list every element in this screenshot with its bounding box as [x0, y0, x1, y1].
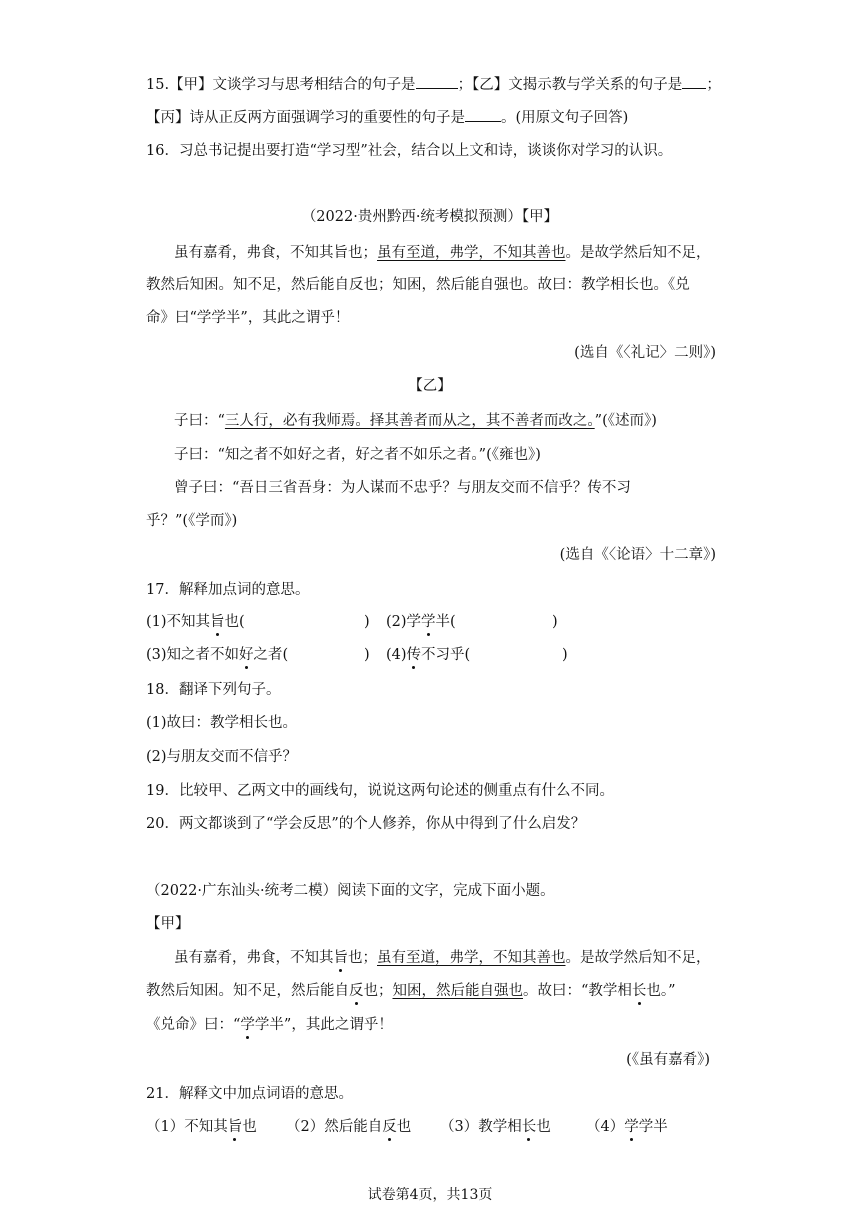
answer-blank[interactable] [465, 107, 501, 122]
dotted-word: 旨 [227, 1119, 243, 1135]
section-2-part-jia: 【甲】 [146, 916, 190, 932]
lunyu-line-1: 子曰：“三人行，必有我师焉。择其善者而从之，其不善者而改之。”(《述而》) [174, 413, 657, 429]
question-17-item-3: (3)知之者不如好之者( [146, 647, 289, 663]
question-16: 16．习总书记提出要打造“学习型”社会，结合以上文和诗，谈谈你对学习的认识。 [146, 143, 673, 159]
dotted-word: 旨 [333, 950, 348, 966]
question-19: 19．比较甲、乙两文中的画线句，说说这两句论述的侧重点有什么不同。 [146, 783, 614, 799]
section-1-passage-line-2: 教然后知困。知不足，然后能自反也；知困，然后能自强也。故曰：教学相长也。《兑 [146, 277, 690, 293]
question-15-line-1: 15.【甲】文谈学习与思考相结合的句子是 ；【乙】文揭示教与学关系的句子是 ； [146, 74, 860, 95]
dotted-word: 好 [239, 647, 254, 663]
section-1-heading: （2022·贵州黔西·统考模拟预测）【甲】 [301, 209, 559, 225]
underlined-sentence: 知困，然后能自强也 [392, 983, 523, 999]
page-footer: 试卷第4页，共13页 [367, 1187, 493, 1203]
dotted-word: 学 [240, 1017, 255, 1033]
question-17-item-1: (1)不知其旨也( [146, 614, 245, 630]
answer-blank[interactable] [416, 74, 458, 89]
section-2-source: (《虽有嘉肴》) [626, 1052, 710, 1068]
section-2-passage-line-3: 《兑命》曰：“学学半”，其此之谓乎！ [146, 1017, 393, 1033]
question-21-item-2: （2）然后能自反也 [286, 1119, 412, 1135]
lunyu-line-4: 乎？”(《学而》) [146, 513, 238, 529]
underlined-sentence: 虽有至道，弗学，不知其善也 [377, 245, 566, 261]
dotted-word: 反 [349, 983, 364, 999]
underlined-sentence: 三人行，必有我师焉。择其善者而从之，其不善者而改之。 [224, 413, 595, 429]
section-1-passage-line-3: 命》曰“学学半”，其此之谓乎！ [146, 310, 350, 326]
question-21-title: 21．解释文中加点词语的意思。 [146, 1086, 353, 1102]
question-18-title: 18．翻译下列句子。 [146, 682, 281, 698]
question-17-title: 17．解释加点词的意思。 [146, 582, 310, 598]
section-1-source: (选自《〈礼记〉二则》) [574, 345, 716, 361]
question-21-item-1: （1）不知其旨也 [146, 1119, 257, 1135]
section-2-passage-line-1: 虽有嘉肴，弗食，不知其旨也；虽有至道，弗学，不知其善也。是故学然后知不足， [174, 950, 711, 966]
question-21-item-3: （3）教学相长也 [440, 1119, 551, 1135]
section-2-heading: （2022·广东汕头·统考二模）阅读下面的文字，完成下面小题。 [146, 883, 555, 899]
question-15-line-2: 【丙】诗从正反两方面强调学习的重要性的句子是 。(用原文句子回答) [146, 107, 860, 128]
question-17-item-2: (2)学学半( [386, 614, 456, 630]
dotted-word: 长 [631, 983, 647, 999]
question-17-item-3-close: ) [364, 647, 370, 663]
section-1-passage-line-1: 虽有嘉肴，弗食，不知其旨也；虽有至道，弗学，不知其善也。是故学然后知不足， [174, 245, 711, 261]
lunyu-line-3: 曾子曰：“吾日三省吾身：为人谋而不忠乎？与朋友交而不信乎？传不习 [174, 480, 631, 496]
section-2-passage-line-2: 教然后知困。知不足，然后能自反也；知困，然后能自强也。故曰：“教学相长也。” [146, 983, 676, 999]
dotted-word: 旨 [210, 614, 225, 630]
question-20: 20．两文都谈到了“学会反思”的个人修养，你从中得到了什么启发？ [146, 816, 586, 832]
question-17-item-4-close: ) [562, 647, 568, 663]
dotted-word: 学 [421, 614, 436, 630]
section-1-source-2: (选自《〈论语〉十二章》) [559, 547, 716, 563]
section-1-part-yi: 【乙】 [408, 378, 452, 394]
question-17-item-1-close: ) [364, 614, 370, 630]
dotted-word: 反 [382, 1119, 397, 1135]
lunyu-line-2: 子曰：“知之者不如好之者，好之者不如乐之者。”(《雍也》) [174, 447, 541, 463]
question-17-item-2-close: ) [552, 614, 558, 630]
question-18-b: (2)与朋友交而不信乎？ [146, 749, 298, 765]
question-17-item-4: (4)传不习乎( [386, 647, 471, 663]
dotted-word: 学 [624, 1119, 639, 1135]
dotted-word: 长 [521, 1119, 537, 1135]
question-21-item-4: （4）学学半 [586, 1119, 668, 1135]
underlined-sentence: 虽有至道，弗学，不知其善也 [377, 950, 566, 966]
dotted-word: 传 [406, 647, 422, 663]
answer-blank[interactable] [682, 74, 706, 89]
question-18-a: (1)故曰：教学相长也。 [146, 715, 298, 731]
